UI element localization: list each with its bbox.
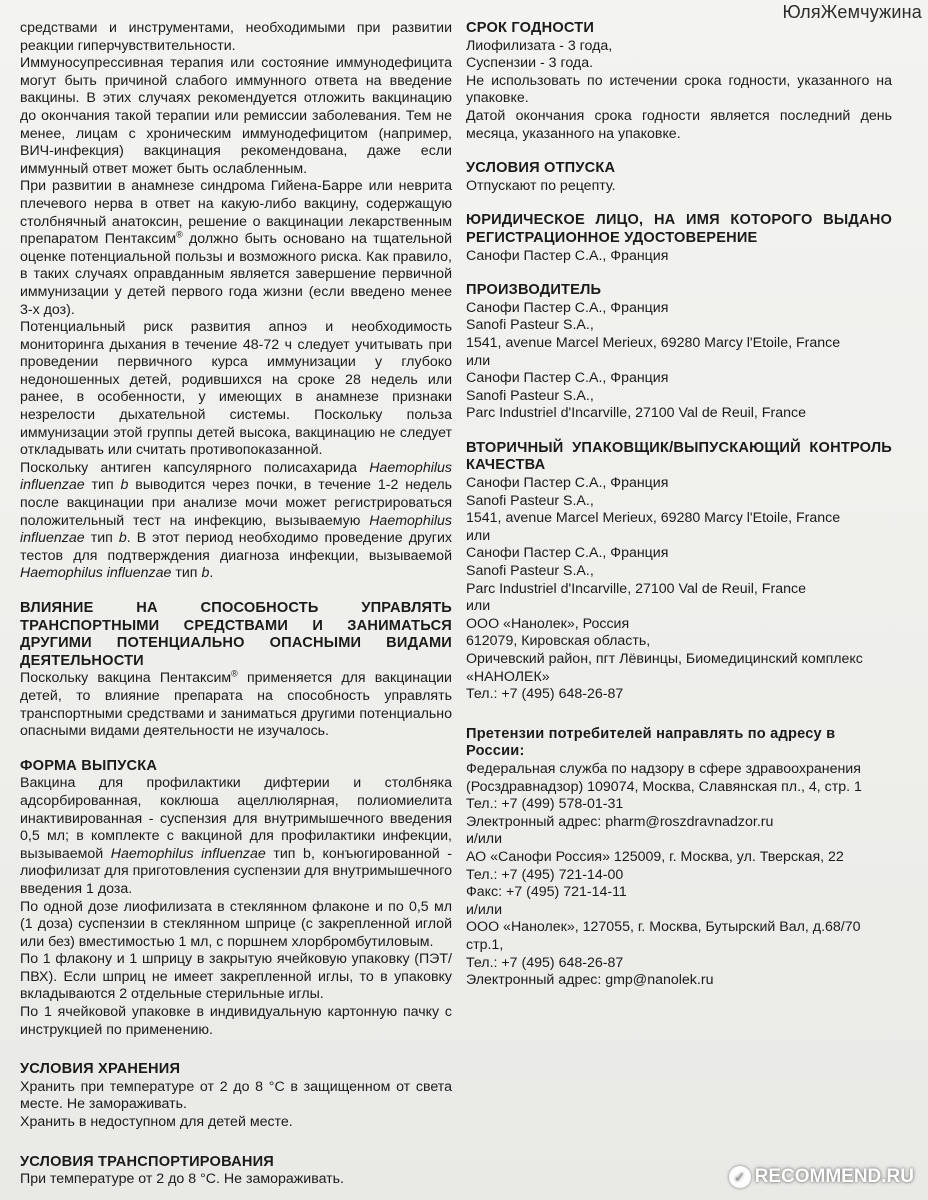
paragraph: Отпускают по рецепту.: [466, 177, 616, 194]
section-heading-legal-entity: ЮРИДИЧЕСКОЕ ЛИЦО, НА ИМЯ КОТОРОГО ВЫДАНО РЕГИСТРАЦИОННОЕ УДОСТОВЕРЕНИЕ: [466, 212, 892, 246]
text-span: выводится через почки, в течение 1-2 недель после вакцинации при анализе мочи может регистрироваться положительный тест на инфекцию, вызываемую: [20, 477, 452, 529]
recommend-watermark: [729, 1166, 914, 1188]
address-line: Санофи Пастер С.А., Франция: [466, 299, 669, 316]
paragraph: Санофи Пастер С.А., Франция: [466, 247, 669, 264]
paragraph: Хранить при температуре от 2 до 8 °С в защищенном от света месте. Не замораживать.: [20, 1078, 452, 1113]
latin-term: Haemophilus influenzae: [20, 565, 172, 582]
latin-term: b: [120, 477, 129, 494]
address-line: АО «Санофи Россия» 125009, г. Москва, ул. Тверская, 22: [466, 848, 844, 865]
address-line: Оричевский район, пгт Лёвинцы, Биомедицинский комплекс «НАНОЛЕК»: [466, 651, 863, 685]
address-line: Sanofi Pasteur S.A.,: [466, 563, 594, 580]
address-line: и/или: [466, 901, 502, 918]
section-heading-storage: УСЛОВИЯ ХРАНЕНИЯ: [20, 1061, 181, 1078]
text-span: .: [209, 565, 214, 582]
address-line: ООО «Нанолек», 127055, г. Москва, Бутырский Вал, д.68/70 стр.1,: [466, 919, 861, 953]
latin-term: Haemophilus influenzae: [20, 512, 452, 547]
address-line: Санофи Пастер С.А., Франция: [466, 370, 669, 387]
text-span: Поскольку антиген капсулярного полисахарида: [20, 459, 370, 476]
paragraph: Не использовать по истечении срока годности, указанного на упаковке.: [466, 72, 892, 107]
address-line: Федеральная служба по надзору в сфере здравоохранения (Росздравнадзор) 109074, Москва, Славянская пл., 4, стр. 1: [466, 760, 862, 795]
registered-mark: ®: [231, 668, 238, 679]
recommend-watermark-text: RECOMMEND.RU: [754, 1166, 914, 1187]
address-line: 1541, avenue Marcel Merieux, 69280 Marcy l'Etoile, France: [466, 334, 841, 351]
section-heading-driving: ВЛИЯНИЕ НА СПОСОБНОСТЬ УПРАВЛЯТЬ ТРАНСПОРТНЫМИ СРЕДСТВАМИ И ЗАНИМАТЬСЯ ДРУГИМИ ПОТЕНЦИАЛЬНО ОПАСНЫМИ ВИДАМИ ДЕЯТЕЛЬНОСТИ: [20, 600, 452, 669]
text-span: Вакцина для профилактики дифтерии и столбняка адсорбированная, коклюша ацеллюлярная, полиомиелита инактивированная - суспензия для внутримышечного введения 0,5 мл; в комплекте с вакциной для профилактики инфекции, вызываемой: [20, 775, 452, 862]
text-span: применяется для вакцинации детей, то влияние препарата на способность управлять транспортными средствами и заниматься другими потенциально опасными видами деятельности не изучалось.: [20, 670, 452, 740]
section-heading-manufacturer: ПРОИЗВОДИТЕЛЬ: [466, 282, 602, 299]
text-span: тип: [84, 477, 121, 494]
text-span: Поскольку вакцина Пентаксим: [20, 670, 232, 687]
latin-term: Haemophilus influenzae: [20, 459, 452, 494]
address-line: Parc Industriel d'Incarville, 27100 Val de Reuil, France: [466, 405, 806, 422]
address-line: Факс: +7 (495) 721-14-11: [466, 884, 627, 901]
address-line: Тел.: +7 (495) 648-26-87: [466, 686, 624, 703]
text-span: При развитии в анамнезе синдрома Гийена-Барре или неврита плечевого нерва в ответ на какую-либо вакцину, содержащую столбнячный анатоксин, решение о вакцинации лекарственным препаратом Пентаксим: [20, 178, 452, 248]
paragraph: При температуре от 2 до 8 °С. Не замораживать.: [20, 1171, 344, 1188]
address-line: 612079, Кировская область,: [466, 633, 651, 650]
section-heading-form: ФОРМА ВЫПУСКА: [20, 757, 158, 774]
address-line: Sanofi Pasteur S.A.,: [466, 492, 594, 509]
address-line: или: [466, 598, 491, 615]
paragraph: [20, 670, 452, 740]
address-line: Тел.: +7 (495) 721-14-00: [466, 866, 624, 883]
paragraph: Лиофилизата - 3 года,: [466, 37, 613, 54]
paragraph: Суспензии - 3 года.: [466, 55, 594, 72]
paragraph: [20, 460, 452, 583]
author-watermark: ЮляЖемчужина: [782, 2, 922, 22]
address-line: или: [466, 352, 491, 369]
address-line: Санофи Пастер С.А., Франция: [466, 545, 669, 562]
paragraph: [20, 775, 452, 898]
address-line: Parc Industriel d'Incarville, 27100 Val de Reuil, France: [466, 580, 806, 597]
paragraph: Потенциальный риск развития апноэ и необходимость мониторинга дыхания в течение 48-72 ч следует учитывать при проведении первичного курса иммунизации у глубоко недоношенных детей, родившихся на сроке 28 недель или ранее, в особенности, у имеющих в анамнезе признаки незрелости дыхательной системы. Поскольку польза иммунизации этой группы детей высока, вакцинацию не следует откладывать или считать противопоказанной.: [20, 319, 452, 459]
paragraph: Датой окончания срока годности является последний день месяца, указанного на упаковке.: [466, 107, 892, 142]
address-line: ООО «Нанолек», Россия: [466, 615, 630, 632]
address-line: Электронный адрес: pharm@roszdravnadzor.ru: [466, 813, 774, 830]
latin-term: b: [118, 530, 127, 547]
paragraph: По одной дозе лиофилизата в стеклянном флаконе и по 0,5 мл (1 доза) суспензии в стеклянном шприце (с закрепленной иглой или без) вместимостью 1 мл, с поршнем хлорбромбутиловым.: [20, 898, 452, 950]
section-heading-packer: ВТОРИЧНЫЙ УПАКОВЩИК/ВЫПУСКАЮЩИЙ КОНТРОЛЬ КАЧЕСТВА: [466, 439, 892, 474]
paragraph: По 1 флакону и 1 шприцу в закрытую ячейковую упаковку (ПЭТ/ПВХ). Если шприц не имеет закрепленной иглы, то в упаковку вкладываются 2 отдельные стерильные иглы.: [20, 951, 452, 1003]
address-line: Тел.: +7 (499) 578-01-31: [466, 796, 624, 813]
text-span: тип: [171, 565, 202, 582]
paragraph: средствами и инструментами, необходимыми при развитии реакции гиперчувствительности.: [20, 20, 452, 54]
section-heading-shelf-life: СРОК ГОДНОСТИ: [466, 20, 595, 36]
address-line: Sanofi Pasteur S.A.,: [466, 317, 594, 334]
address-line: и/или: [466, 831, 502, 848]
paragraph: [20, 178, 452, 319]
left-column: [20, 20, 452, 1189]
right-column: [466, 20, 892, 990]
address-line: Электронный адрес: gmp@nanolek.ru: [466, 972, 714, 989]
address-line: или: [466, 527, 491, 544]
address-line: Тел.: +7 (495) 648-26-87: [466, 954, 624, 971]
latin-term: Haemophilus influenzae: [110, 845, 266, 862]
address-line: 1541, avenue Marcel Merieux, 69280 Marcy l'Etoile, France: [466, 510, 841, 527]
section-heading-claims: Претензии потребителей направлять по адресу в России:: [466, 725, 836, 760]
text-span: должно быть основано на тщательной оценке потенциальной пользы и возможного риска. Как правило, в таких случаях оправданным является завершение первичной иммунизации у детей первого года жизни (если введено менее 3-х доз).: [20, 231, 452, 318]
section-heading-transport: УСЛОВИЯ ТРАНСПОРТИРОВАНИЯ: [20, 1153, 274, 1170]
recommend-logo-icon: ✓: [729, 1166, 751, 1188]
registered-mark: ®: [176, 229, 183, 240]
latin-term: b: [201, 565, 210, 582]
paragraph: Иммуносупрессивная терапия или состояние иммунодефицита могут быть причиной слабого иммунного ответа на введение вакцины. В этих случаях рекомендуется отложить вакцинацию до окончания такой терапии или ремиссии заболевания. Тем не менее, лицам с хроническим иммунодефицитом (например, ВИЧ-инфекция) вакцинация рекомендована, даже если иммунный ответ может быть ослабленным.: [20, 55, 452, 177]
address-line: Sanofi Pasteur S.A.,: [466, 387, 594, 404]
section-heading-dispense: УСЛОВИЯ ОТПУСКА: [466, 160, 616, 177]
address-line: Санофи Пастер С.А., Франция: [466, 475, 669, 492]
paragraph: Хранить в недоступном для детей месте.: [20, 1114, 293, 1131]
text-span: тип b, конъюгированной - лиофилизат для приготовления суспензии для внутримышечного введения 1 доза.: [20, 845, 452, 897]
text-span: тип: [84, 530, 119, 547]
paragraph: По 1 ячейковой упаковке в индивидуальную картонную пачку с инструкцией по применению.: [20, 1004, 452, 1038]
text-span: . В этот период необходимо проведение других тестов для подтверждения диагноза инфекции, вызываемой: [20, 530, 452, 564]
